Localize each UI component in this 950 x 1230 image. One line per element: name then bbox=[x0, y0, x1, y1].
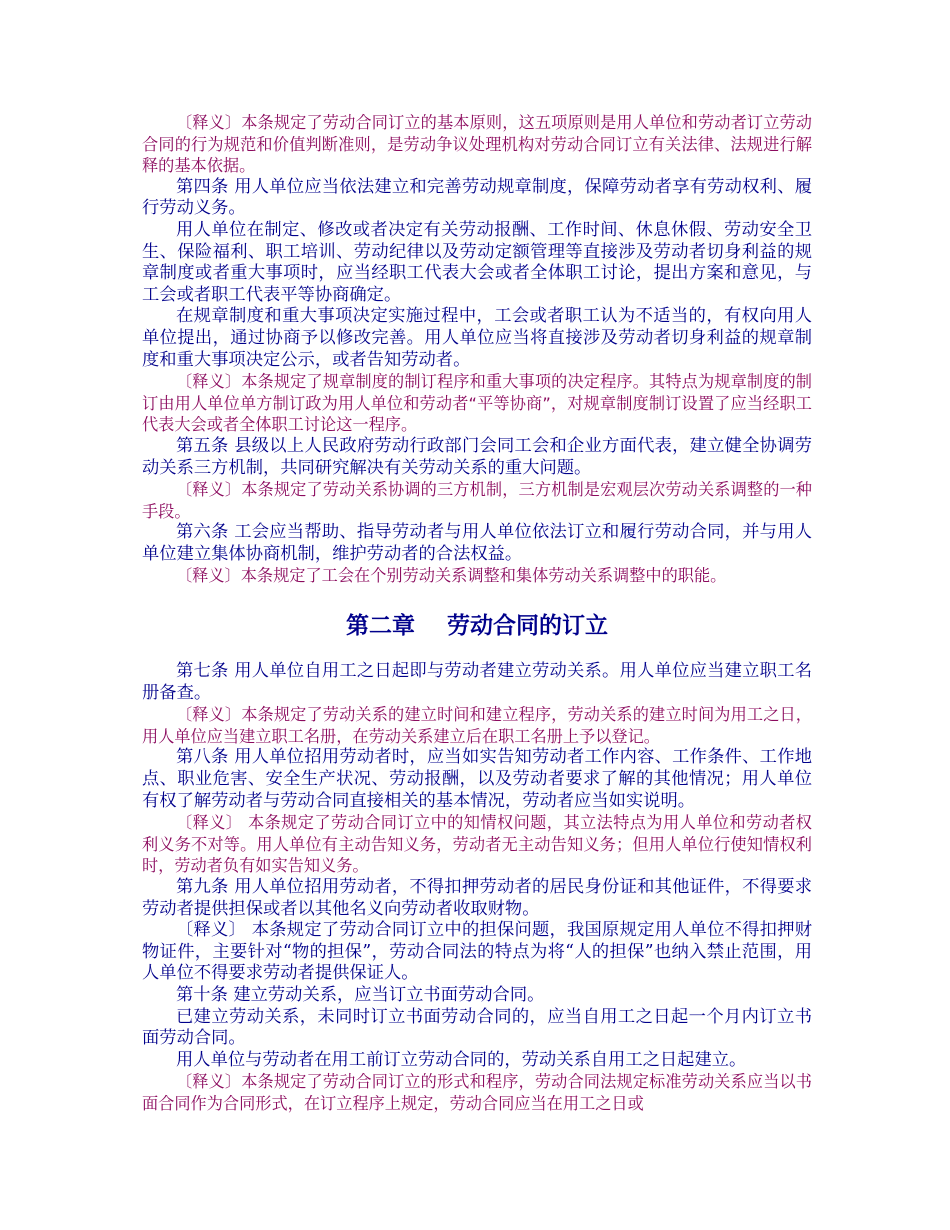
article-6-paragraph: 第六条 工会应当帮助、指导劳动者与用人单位依法订立和履行劳动合同，并与用人单位建立集体协商机制，维护劳动者的合法权益。 bbox=[142, 522, 812, 564]
interpretation-paragraph: 〔释义〕本条规定了劳动关系协调的三方机制，三方机制是宏观层次劳动关系调整的一种手段。 bbox=[142, 480, 812, 521]
chapter-heading: 第二章 劳动合同的订立 bbox=[345, 613, 609, 640]
interpretation-paragraph: 〔释义〕本条规定了劳动合同订立的基本原则，这五项原则是用人单位和劳动者订立劳动合同的行为规范和价值判断准则，是劳动争议处理机构对劳动合同订立有关法律、法规进行解释的基本依据。 bbox=[142, 113, 812, 176]
article-10-clause-2: 已建立劳动关系，未同时订立书面劳动合同的，应当自用工之日起一个月内订立书面劳动合同。 bbox=[142, 1006, 812, 1049]
article-9-paragraph: 第九条 用人单位招用劳动者，不得扣押劳动者的居民身份证和其他证件，不得要求劳动者提供担保或者以其他名义向劳动者收取财物。 bbox=[142, 877, 812, 919]
interpretation-paragraph: 〔释义〕本条规定了劳动合同订立的形式和程序，劳动合同法规定标准劳动关系应当以书面合同作为合同形式，在订立程序上规定，劳动合同应当在用工之日或 bbox=[142, 1072, 812, 1113]
article-7-paragraph: 第七条 用人单位自用工之日起即与劳动者建立劳动关系。用人单位应当建立职工名册备查。 bbox=[142, 661, 812, 703]
interpretation-paragraph: 〔释义〕本条规定了劳动关系的建立时间和建立程序，劳动关系的建立时间为用工之日，用人单位应当建立职工名册，在劳动关系建立后在职工名册上予以登记。 bbox=[142, 705, 812, 746]
document-page bbox=[142, 112, 812, 1115]
article-5-paragraph: 第五条 县级以上人民政府劳动行政部门会同工会和企业方面代表，建立健全协调劳动关系三方机制，共同研究解决有关劳动关系的重大问题。 bbox=[142, 435, 812, 478]
article-4-paragraph: 第四条 用人单位应当依法建立和完善劳动规章制度，保障劳动者享有劳动权利、履行劳动义务。 bbox=[142, 176, 812, 219]
interpretation-paragraph: 〔释义〕 本条规定了劳动合同订立中的担保问题，我国原规定用人单位不得扣押财物证件，主要针对“物的担保”，劳动合同法的特点为将“人的担保”也纳入禁止范围，用人单位不得要求劳动者提供保证人。 bbox=[142, 920, 812, 984]
article-10-clause-3: 用人单位与劳动者在用工前订立劳动合同的，劳动关系自用工之日起建立。 bbox=[176, 1049, 747, 1070]
article-8-paragraph: 第八条 用人单位招用劳动者时，应当如实告知劳动者工作内容、工作条件、工作地点、职业危害、安全生产状况、劳动报酬，以及劳动者要求了解的其他情况；用人单位有权了解劳动者与劳动合同直接相关的基本情况，劳动者应当如实说明。 bbox=[142, 747, 812, 811]
interpretation-paragraph: 〔释义〕本条规定了规章制度的制订程序和重大事项的决定程序。其特点为规章制度的制订由用人单位单方制订政为用人单位和劳动者“平等协商”，对规章制度制订设置了应当经职工代表大会或者全体职工讨论这一程序。 bbox=[142, 372, 812, 435]
article-10-paragraph: 第十条 建立劳动关系，应当订立书面劳动合同。 bbox=[176, 984, 545, 1005]
article-4-clause-3: 在规章制度和重大事项决定实施过程中，工会或者职工认为不适当的，有权向用人单位提出，通过协商予以修改完善。用人单位应当将直接涉及劳动者切身利益的规章制度和重大事项决定公示，或者告知劳动者。 bbox=[142, 306, 812, 370]
interpretation-paragraph: 〔释义〕本条规定了工会在个别劳动关系调整和集体劳动关系调整中的职能。 bbox=[176, 566, 727, 586]
interpretation-paragraph: 〔释义〕 本条规定了劳动合同订立中的知情权问题，其立法特点为用人单位和劳动者权利义务不对等。用人单位有主动告知义务，劳动者无主动告知义务；但用人单位行使知情权利时，劳动者负有如实告知义务。 bbox=[142, 813, 812, 876]
article-4-clause-2: 用人单位在制定、修改或者决定有关劳动报酬、工作时间、休息休假、劳动安全卫生、保险福利、职工培训、劳动纪律以及劳动定额管理等直接涉及劳动者切身利益的规章制度或者重大事项时，应当经职工代表大会或者全体职工讨论，提出方案和意见，与工会或者职工代表平等协商确定。 bbox=[142, 219, 812, 305]
